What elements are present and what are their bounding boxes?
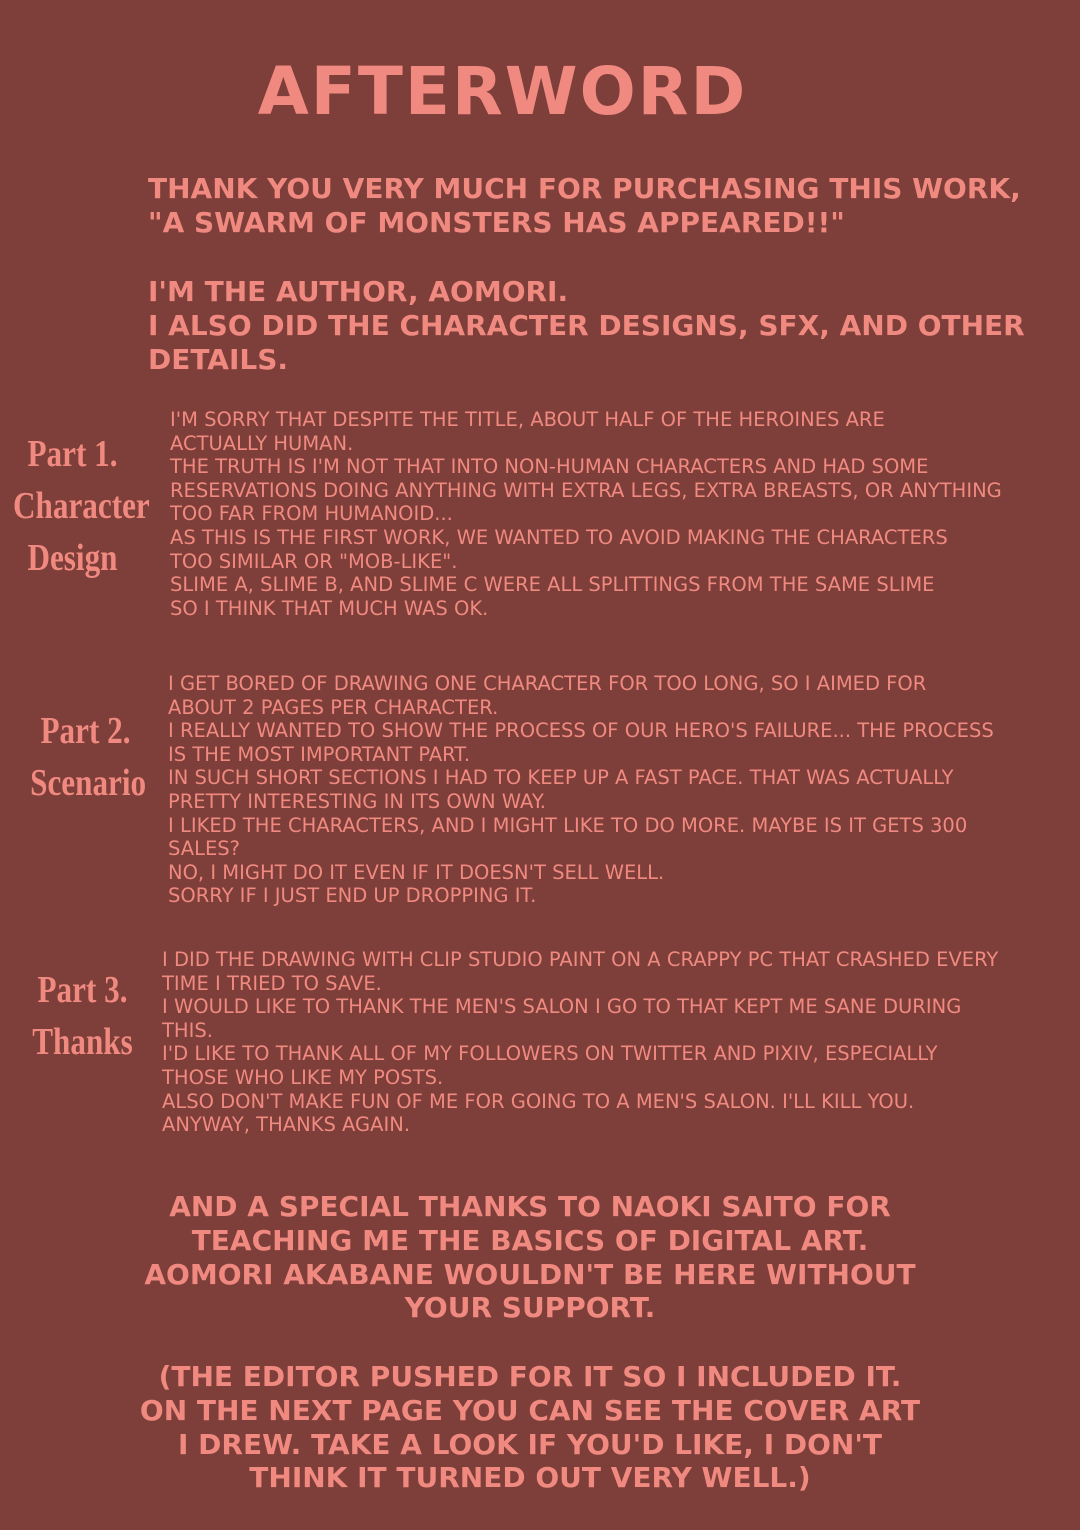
section-label-character-design: Part 1. Character Design [13, 433, 150, 579]
closing-line: YOUR SUPPORT. [404, 1291, 656, 1325]
body-line: I'M SORRY THAT DESPITE THE TITLE, ABOUT HALF OF THE HEROINES ARE [170, 408, 885, 431]
body-line: SORRY IF I JUST END UP DROPPING IT. [168, 884, 537, 908]
body-line: THOSE WHO LIKE MY POSTS. [162, 1065, 444, 1089]
closing-line: THINK IT TURNED OUT VERY WELL.) [249, 1461, 811, 1495]
section-label-thanks: Part 3. Thanks [32, 969, 133, 1063]
closing-line: ON THE NEXT PAGE YOU CAN SEE THE COVER ART [139, 1393, 921, 1427]
section-body-character-design [170, 408, 1002, 620]
section-body-scenario [168, 672, 994, 908]
body-line: IN SUCH SHORT SECTIONS I HAD TO KEEP UP A FAST PACE. THAT WAS ACTUALLY [168, 766, 954, 790]
intro-author [148, 275, 1028, 377]
body-line: I DID THE DRAWING WITH CLIP STUDIO PAINT ON A CRAPPY PC THAT CRASHED EVERY [162, 948, 999, 971]
intro-line: THANK YOU VERY MUCH FOR PURCHASING THIS WORK, [148, 172, 1021, 205]
body-line: I REALLY WANTED TO SHOW THE PROCESS OF OUR HERO'S FAILURE... THE PROCESS [168, 719, 994, 743]
body-line: TIME I TRIED TO SAVE. [162, 971, 382, 995]
body-line: IS THE MOST IMPORTANT PART. [168, 742, 471, 766]
body-line: THE TRUTH IS I'M NOT THAT INTO NON-HUMAN CHARACTERS AND HAD SOME [170, 455, 929, 479]
body-line: TOO SIMILAR OR "MOB-LIKE". [170, 549, 458, 573]
body-line: SO I THINK THAT MUCH WAS OK. [170, 596, 489, 620]
body-line: THIS. [162, 1018, 213, 1042]
intro-thanks [148, 172, 1028, 240]
closing-special-thanks [60, 1190, 1000, 1325]
body-line: I WOULD LIKE TO THANK THE MEN'S SALON I GO TO THAT KEPT ME SANE DURING [162, 995, 962, 1019]
body-line: NO, I MIGHT DO IT EVEN IF IT DOESN'T SELL WELL. [168, 860, 665, 884]
closing-line: I DREW. TAKE A LOOK IF YOU'D LIKE, I DON'T [177, 1427, 883, 1461]
body-line: TOO FAR FROM HUMANOID... [170, 502, 453, 526]
closing-line: AOMORI AKABANE WOULDN'T BE HERE WITHOUT [144, 1257, 916, 1291]
closing-line: (THE EDITOR PUSHED FOR IT SO I INCLUDED IT. [158, 1360, 902, 1393]
body-line: SLIME A, SLIME B, AND SLIME C WERE ALL SPLITTINGS FROM THE SAME SLIME [170, 573, 935, 597]
body-line: ANYWAY, THANKS AGAIN. [162, 1113, 411, 1137]
body-line: AS THIS IS THE FIRST WORK, WE WANTED TO AVOID MAKING THE CHARACTERS [170, 525, 948, 549]
body-line: PRETTY INTERESTING IN ITS OWN WAY. [168, 789, 546, 813]
section-body-thanks [162, 948, 998, 1137]
intro-line: DETAILS. [148, 343, 289, 376]
body-line: I GET BORED OF DRAWING ONE CHARACTER FOR TOO LONG, SO I AIMED FOR [168, 672, 927, 695]
page-title: AFTERWORD [257, 53, 748, 130]
closing-line: TEACHING ME THE BASICS OF DIGITAL ART. [191, 1223, 869, 1257]
body-line: ABOUT 2 PAGES PER CHARACTER. [168, 695, 499, 719]
body-line: SALES? [168, 837, 240, 861]
intro-line: I'M THE AUTHOR, AOMORI. [148, 275, 569, 308]
body-line: RESERVATIONS DOING ANYTHING WITH EXTRA LEGS, EXTRA BREASTS, OR ANYTHING [170, 478, 1002, 502]
closing-editor-note [60, 1360, 1000, 1495]
body-line: I'D LIKE TO THANK ALL OF MY FOLLOWERS ON TWITTER AND PIXIV, ESPECIALLY [162, 1042, 938, 1066]
body-line: ACTUALLY HUMAN. [170, 431, 354, 455]
body-line: ALSO DON'T MAKE FUN OF ME FOR GOING TO A MEN'S SALON. I'LL KILL YOU. [162, 1089, 915, 1113]
intro-line: "A SWARM OF MONSTERS HAS APPEARED!!" [148, 206, 845, 239]
body-line: I LIKED THE CHARACTERS, AND I MIGHT LIKE TO DO MORE. MAYBE IS IT GETS 300 [168, 813, 968, 837]
intro-line: I ALSO DID THE CHARACTER DESIGNS, SFX, AND OTHER [148, 309, 1025, 342]
closing-line: AND A SPECIAL THANKS TO NAOKI SAITO FOR [169, 1190, 891, 1223]
section-label-scenario: Part 2. Scenario [30, 710, 147, 804]
